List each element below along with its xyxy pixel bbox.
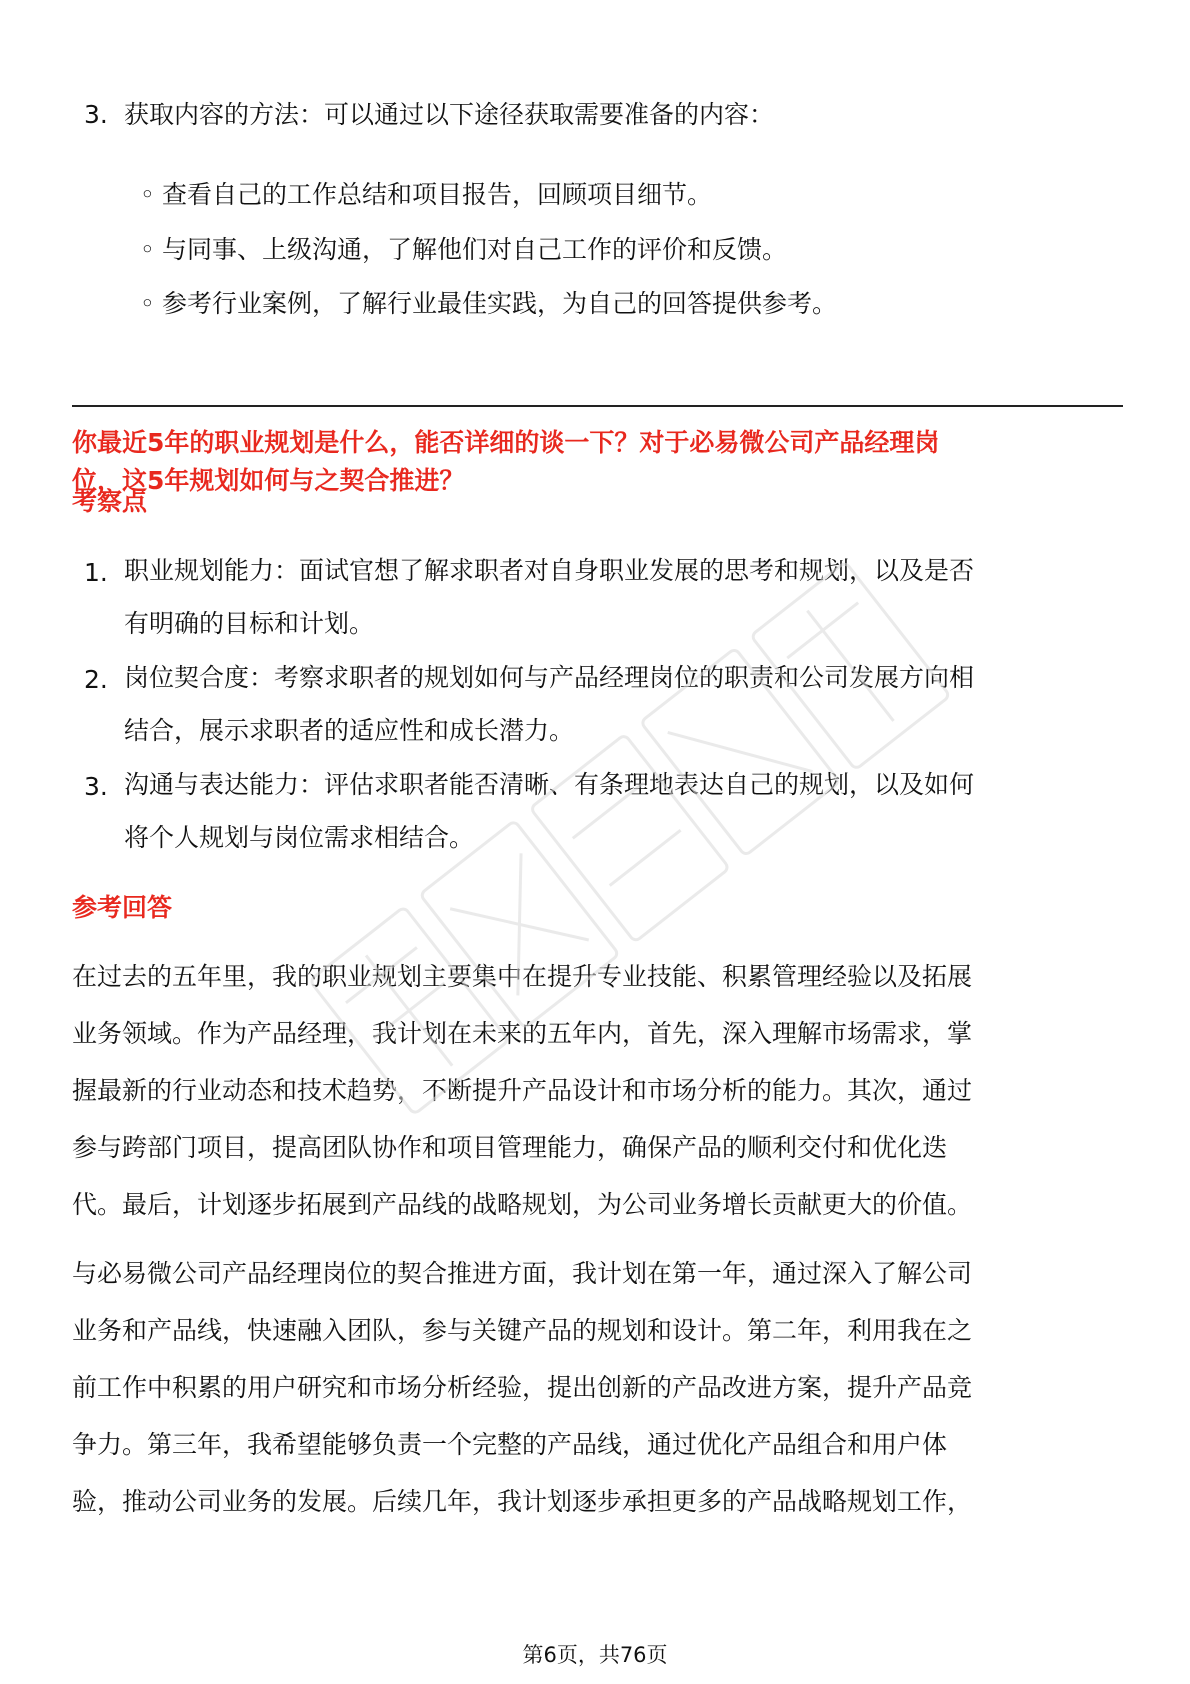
bullet-marker: ◦	[140, 235, 155, 264]
answer-line: 前工作中积累的用户研究和市场分析经验，提出创新的产品改进方案，提升产品竞	[72, 1373, 973, 1402]
list-item	[140, 286, 837, 322]
method-item	[84, 86, 1124, 143]
bullet-text: 查看自己的工作总结和项目报告，回顾项目细节。	[162, 180, 713, 209]
list-item	[140, 177, 712, 213]
list-item	[140, 232, 787, 268]
bullet-text: 与同事、上级沟通，了解他们对自己工作的评价和反馈。	[162, 235, 788, 264]
question-line: 你最近5年的职业规划是什么，能否详细的谈一下？对于必易微公司产品经理岗	[72, 428, 940, 457]
question-heading	[72, 424, 1132, 500]
answer-line: 与必易微公司产品经理岗位的契合推进方面，我计划在第一年，通过深入了解公司	[72, 1259, 973, 1288]
bullet-text: 参考行业案例，了解行业最佳实践，为自己的回答提供参考。	[162, 289, 838, 318]
answer-paragraph	[72, 1245, 1132, 1530]
point-line: 结合，展示求职者的适应性和成长潜力。	[124, 716, 575, 745]
answer-paragraph	[72, 948, 1132, 1233]
answer-line: 业务和产品线，快速融入团队，参与关键产品的规划和设计。第二年，利用我在之	[72, 1316, 973, 1345]
point-line: 将个人规划与岗位需求相结合。	[124, 823, 475, 852]
answer-line: 业务领域。作为产品经理，我计划在未来的五年内，首先，深入理解市场需求，掌	[72, 1019, 973, 1048]
answer-line: 在过去的五年里，我的职业规划主要集中在提升专业技能、积累管理经验以及拓展	[72, 962, 973, 991]
answer-line: 代。最后，计划逐步拓展到产品线的战略规划，为公司业务增长贡献更大的价值。	[72, 1190, 973, 1219]
answer-line: 验，推动公司业务的发展。后续几年，我计划逐步承担更多的产品战略规划工作，	[72, 1487, 973, 1516]
answer-line: 争力。第三年，我希望能够负责一个完整的产品线，通过优化产品组合和用户体	[72, 1430, 948, 1459]
method-item-text: 获取内容的方法：可以通过以下途径获取需要准备的内容：	[124, 100, 775, 129]
question-line: 位，这5年规划如何与之契合推进？	[72, 466, 465, 495]
point-line: 有明确的目标和计划。	[124, 609, 375, 638]
point-line: 岗位契合度：考察求职者的规划如何与产品经理岗位的职责和公司发展方向相	[124, 663, 975, 692]
page-footer: 第6页，共76页	[522, 1643, 668, 1667]
answer-line: 握最新的行业动态和技术趋势，不断提升产品设计和市场分析的能力。其次，通过	[72, 1076, 973, 1105]
point-item	[84, 758, 1124, 864]
point-line: 沟通与表达能力：评估求职者能否清晰、有条理地表达自己的规划，以及如何	[124, 770, 975, 799]
points-heading: 考察点	[72, 487, 148, 516]
point-item	[84, 651, 1124, 757]
answer-line: 参与跨部门项目，提高团队协作和项目管理能力，确保产品的顺利交付和优化迭	[72, 1133, 948, 1162]
point-number: 1.	[84, 558, 108, 587]
point-line: 职业规划能力：面试官想了解求职者对自身职业发展的思考和规划，以及是否	[124, 556, 975, 585]
answer-heading: 参考回答	[72, 893, 173, 922]
point-number: 3.	[84, 772, 108, 801]
point-number: 2.	[84, 665, 108, 694]
bullet-marker: ◦	[140, 180, 155, 209]
method-item-number: 3.	[84, 100, 108, 129]
point-item	[84, 544, 1124, 650]
bullet-marker: ◦	[140, 289, 155, 318]
section-divider	[72, 405, 1123, 407]
